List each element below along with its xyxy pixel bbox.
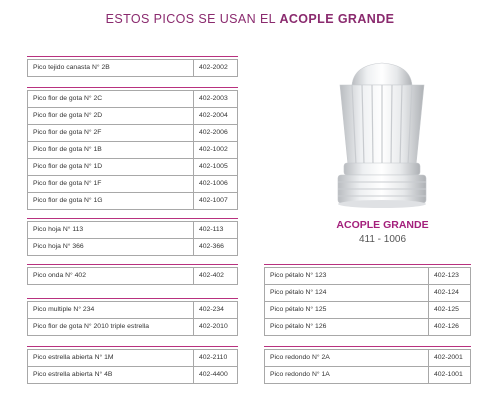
group-onda — [27, 267, 238, 285]
product-code-cell: 402-2004 — [194, 108, 238, 125]
product-name-cell: Pico flor de gota N° 2C — [28, 91, 194, 108]
table-row — [28, 91, 238, 108]
product-name-cell: Pico redondo N° 1A — [265, 367, 429, 384]
product-name-cell: Pico pétalo N° 125 — [265, 302, 429, 319]
product-code-cell: 402-2003 — [194, 91, 238, 108]
product-code-cell: 402-2006 — [194, 125, 238, 142]
product-code-cell: 402-124 — [429, 285, 471, 302]
product-code: 411 - 1006 — [358, 234, 407, 245]
product-name-cell: Pico estrella abierta N° 1M — [28, 350, 194, 367]
product-name-cell: Pico flor de gota N° 2010 triple estrella — [28, 319, 194, 336]
table-row — [28, 319, 238, 336]
product-name-cell: Pico pétalo N° 126 — [265, 319, 429, 336]
product-name-cell: Pico flor de gota N° 1D — [28, 159, 194, 176]
product-name-cell: Pico flor de gota N° 1G — [28, 193, 194, 210]
product-code-cell: 402-234 — [194, 302, 238, 319]
product-code-cell: 402-4400 — [194, 367, 238, 384]
group-hoja — [27, 221, 238, 256]
product-name-cell: Pico flor de gota N° 2F — [28, 125, 194, 142]
product-code-cell: 402-2010 — [194, 319, 238, 336]
table-row — [28, 176, 238, 193]
product-name-cell: Pico hoja N° 366 — [28, 239, 194, 256]
group-estrella-abierta — [27, 349, 238, 384]
table-row — [28, 60, 238, 77]
product-name-cell: Pico pétalo N° 123 — [265, 268, 429, 285]
coupler-illustration — [310, 55, 455, 215]
group-petalo — [264, 267, 471, 336]
table-row — [265, 285, 471, 302]
product-code-cell: 402-126 — [429, 319, 471, 336]
table-row — [28, 125, 238, 142]
page-title — [0, 12, 500, 26]
table-row — [28, 302, 238, 319]
product-code-cell: 402-123 — [429, 268, 471, 285]
table-row — [28, 268, 238, 285]
product-name-cell: Pico pétalo N° 124 — [265, 285, 429, 302]
table-row — [28, 193, 238, 210]
product-code-cell: 402-1002 — [194, 142, 238, 159]
product-name-cell: Pico flor de gota N° 2D — [28, 108, 194, 125]
product-code-cell: 402-2001 — [429, 350, 471, 367]
product-name-cell: Pico multiple N° 234 — [28, 302, 194, 319]
product-code-cell: 402-2002 — [194, 60, 238, 77]
product-code-cell: 402-402 — [194, 268, 238, 285]
table-row — [265, 268, 471, 285]
table-row — [28, 239, 238, 256]
table-row — [28, 222, 238, 239]
product-name-cell: Pico estrella abierta N° 4B — [28, 367, 194, 384]
group-multiple — [27, 301, 238, 336]
product-code-cell: 402-1001 — [429, 367, 471, 384]
table-row — [28, 108, 238, 125]
table-row — [265, 350, 471, 367]
product-name-cell: Pico flor de gota N° 1B — [28, 142, 194, 159]
product-name-cell: Pico redondo N° 2A — [265, 350, 429, 367]
table-row — [28, 142, 238, 159]
product-code-cell: 402-113 — [194, 222, 238, 239]
product-name-cell: Pico hoja N° 113 — [28, 222, 194, 239]
table-row — [28, 367, 238, 384]
product-name-cell: Pico onda N° 402 — [28, 268, 194, 285]
group-tejido — [27, 59, 238, 77]
table-row — [28, 350, 238, 367]
title-prefix: ESTOS PICOS SE USAN EL — [105, 12, 280, 26]
group-redondo — [264, 349, 471, 384]
product-code-cell: 402-1007 — [194, 193, 238, 210]
product-code-cell: 402-366 — [194, 239, 238, 256]
product-name-cell: Pico tejido canasta N° 2B — [28, 60, 194, 77]
table-row — [265, 302, 471, 319]
product-code-cell: 402-2110 — [194, 350, 238, 367]
title-bold: ACOPLE GRANDE — [279, 12, 395, 26]
product-name: ACOPLE GRANDE — [336, 219, 429, 231]
product-code-cell: 402-1005 — [194, 159, 238, 176]
table-row — [28, 159, 238, 176]
product-code-cell: 402-1006 — [194, 176, 238, 193]
product-name-cell: Pico flor de gota N° 1F — [28, 176, 194, 193]
group-flor-de-gota — [27, 90, 238, 210]
product-code-cell: 402-125 — [429, 302, 471, 319]
table-row — [265, 319, 471, 336]
table-row — [265, 367, 471, 384]
